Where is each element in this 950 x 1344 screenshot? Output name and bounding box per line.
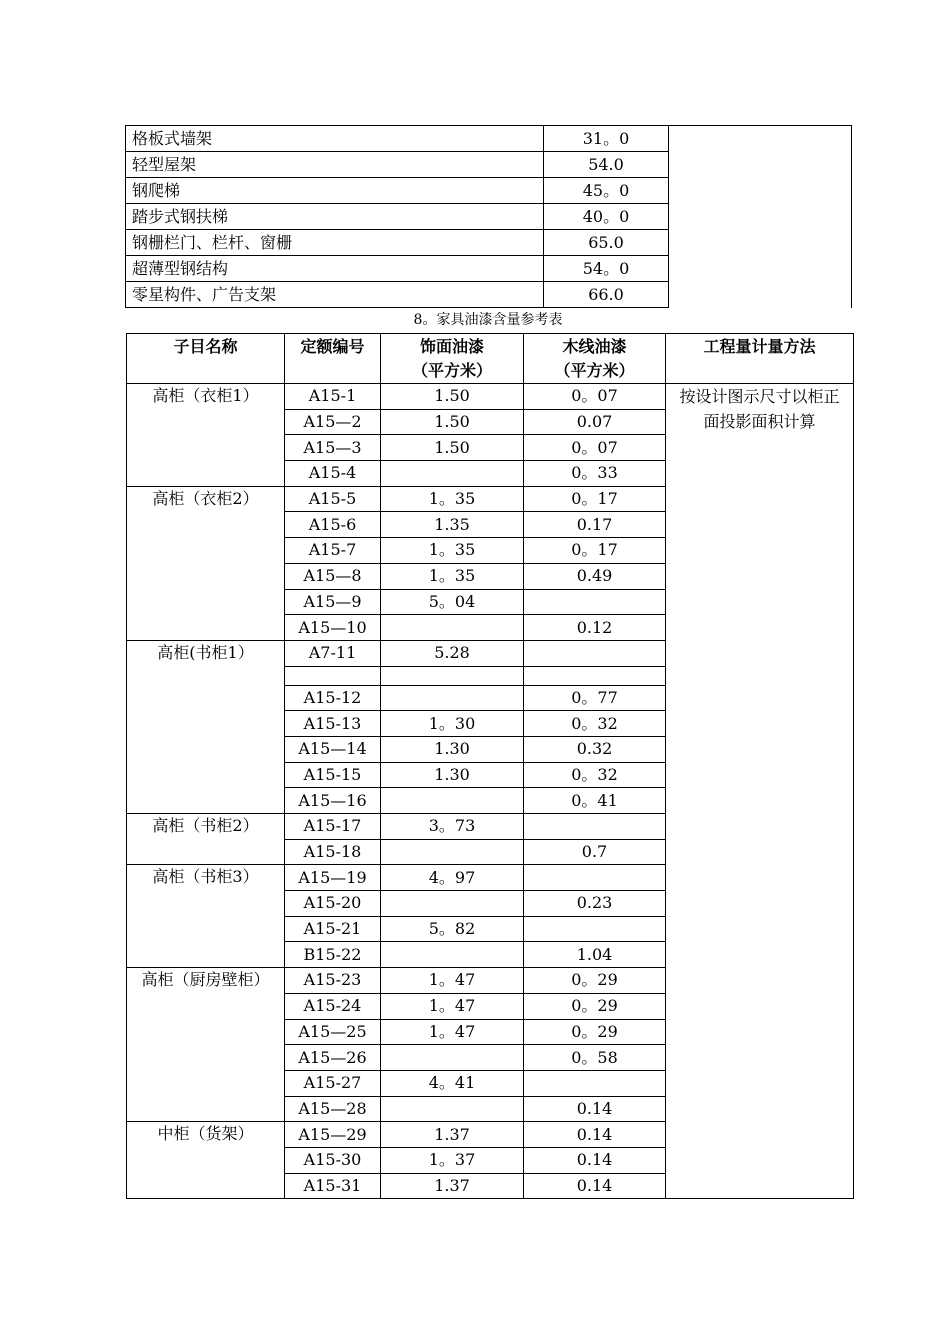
cell-code: A15—19 bbox=[285, 865, 381, 891]
cell-code: A15—16 bbox=[285, 788, 381, 814]
cell-line: 0。17 bbox=[524, 486, 666, 512]
cell-line: 0。32 bbox=[524, 762, 666, 788]
cell-surface bbox=[381, 891, 524, 917]
cell-line: 0.23 bbox=[524, 891, 666, 917]
cell-code: A15—3 bbox=[285, 435, 381, 461]
cell-code: A15-30 bbox=[285, 1147, 381, 1173]
table-caption: 8。家具油漆含量参考表 bbox=[413, 312, 563, 328]
cell-surface: 1.37 bbox=[381, 1173, 524, 1199]
cell-surface: 1.30 bbox=[381, 736, 524, 762]
cell-code: B15-22 bbox=[285, 942, 381, 968]
cell-surface bbox=[381, 461, 524, 487]
cell-surface: 1.37 bbox=[381, 1122, 524, 1148]
cell-surface: 1。47 bbox=[381, 993, 524, 1019]
cell-surface bbox=[381, 615, 524, 641]
cell-line: 0。29 bbox=[524, 1019, 666, 1045]
item-name: 踏步式钢扶梯 bbox=[126, 204, 544, 230]
header-code: 定额编号 bbox=[285, 334, 381, 384]
item-value: 66.0 bbox=[544, 282, 669, 308]
item-value: 31。0 bbox=[544, 126, 669, 152]
cell-code: A15-12 bbox=[285, 685, 381, 711]
cell-code: A15—29 bbox=[285, 1122, 381, 1148]
cell-code: A15-13 bbox=[285, 711, 381, 737]
cell-surface: 1.50 bbox=[381, 384, 524, 410]
group-name: 高柜（厨房壁柜） bbox=[127, 968, 285, 1122]
cell-line: 0.14 bbox=[524, 1173, 666, 1199]
cell-line: 0。07 bbox=[524, 435, 666, 461]
item-value: 65.0 bbox=[544, 230, 669, 256]
cell-line: 0.7 bbox=[524, 839, 666, 865]
cell-code: A15-21 bbox=[285, 916, 381, 942]
group-name: 高柜(书柜1） bbox=[127, 640, 285, 813]
group-name: 高柜（衣柜2） bbox=[127, 486, 285, 640]
cell-surface: 1.50 bbox=[381, 409, 524, 435]
cell-surface bbox=[381, 942, 524, 968]
cell-surface: 4。41 bbox=[381, 1070, 524, 1096]
upper-table bbox=[125, 125, 852, 308]
cell-surface bbox=[381, 666, 524, 685]
cell-line: 0.12 bbox=[524, 615, 666, 641]
cell-code: A15—2 bbox=[285, 409, 381, 435]
cell-surface: 1。47 bbox=[381, 1019, 524, 1045]
cell-line: 0.14 bbox=[524, 1147, 666, 1173]
group-name: 高柜（衣柜1） bbox=[127, 384, 285, 487]
group-name: 高柜（书柜2） bbox=[127, 814, 285, 865]
cell-code: A15-31 bbox=[285, 1173, 381, 1199]
cell-line: 0.32 bbox=[524, 736, 666, 762]
cell-line: 0。77 bbox=[524, 685, 666, 711]
item-name: 超薄型钢结构 bbox=[126, 256, 544, 282]
cell-line: 0。17 bbox=[524, 538, 666, 564]
cell-surface: 1.35 bbox=[381, 512, 524, 538]
cell-code: A15-6 bbox=[285, 512, 381, 538]
cell-code: A15-27 bbox=[285, 1070, 381, 1096]
cell-line bbox=[524, 1070, 666, 1096]
cell-surface: 1.50 bbox=[381, 435, 524, 461]
header-name: 子目名称 bbox=[127, 334, 285, 384]
furniture-paint-table bbox=[126, 333, 854, 1199]
cell-code: A15-5 bbox=[285, 486, 381, 512]
cell-surface: 5。82 bbox=[381, 916, 524, 942]
cell-line: 0。41 bbox=[524, 788, 666, 814]
upper-table-row bbox=[126, 126, 852, 152]
cell-line: 0。29 bbox=[524, 993, 666, 1019]
cell-surface: 1。47 bbox=[381, 968, 524, 994]
item-value: 54.0 bbox=[544, 152, 669, 178]
cell-code: A15-1 bbox=[285, 384, 381, 410]
cell-code: A15—9 bbox=[285, 589, 381, 615]
cell-line: 0.17 bbox=[524, 512, 666, 538]
item-value: 45。0 bbox=[544, 178, 669, 204]
cell-code: A15—14 bbox=[285, 736, 381, 762]
cell-surface: 1。37 bbox=[381, 1147, 524, 1173]
cell-line: 1.04 bbox=[524, 942, 666, 968]
cell-surface bbox=[381, 1096, 524, 1122]
header-line: 木线油漆（平方米） bbox=[524, 334, 666, 384]
item-name: 轻型屋架 bbox=[126, 152, 544, 178]
cell-code: A15—8 bbox=[285, 563, 381, 589]
cell-line bbox=[524, 640, 666, 666]
cell-code: A15-7 bbox=[285, 538, 381, 564]
cell-code: A7-11 bbox=[285, 640, 381, 666]
cell-surface: 1.30 bbox=[381, 762, 524, 788]
method-cell: 按设计图示尺寸以柜正面投影面积计算 bbox=[666, 384, 854, 1199]
cell-surface: 5.28 bbox=[381, 640, 524, 666]
cell-surface: 1。35 bbox=[381, 486, 524, 512]
cell-code: A15-17 bbox=[285, 814, 381, 840]
cell-surface bbox=[381, 1045, 524, 1071]
cell-code: A15—10 bbox=[285, 615, 381, 641]
cell-surface: 5。04 bbox=[381, 589, 524, 615]
cell-line bbox=[524, 666, 666, 685]
item-name: 钢栅栏门、栏杆、窗栅 bbox=[126, 230, 544, 256]
cell-code: A15—26 bbox=[285, 1045, 381, 1071]
cell-line bbox=[524, 865, 666, 891]
cell-surface bbox=[381, 839, 524, 865]
item-name: 格板式墙架 bbox=[126, 126, 544, 152]
cell-code: A15-15 bbox=[285, 762, 381, 788]
cell-code: A15—28 bbox=[285, 1096, 381, 1122]
cell-line bbox=[524, 814, 666, 840]
group-name: 高柜（书柜3） bbox=[127, 865, 285, 968]
cell-line: 0.07 bbox=[524, 409, 666, 435]
cell-line: 0。58 bbox=[524, 1045, 666, 1071]
cell-surface bbox=[381, 685, 524, 711]
cell-code: A15-23 bbox=[285, 968, 381, 994]
cell-line bbox=[524, 589, 666, 615]
cell-code: A15-20 bbox=[285, 891, 381, 917]
cell-line: 0。33 bbox=[524, 461, 666, 487]
item-name: 钢爬梯 bbox=[126, 178, 544, 204]
header-surface: 饰面油漆（平方米） bbox=[381, 334, 524, 384]
cell-line: 0.49 bbox=[524, 563, 666, 589]
blank-cell bbox=[669, 126, 852, 308]
header-method: 工程量计量方法 bbox=[666, 334, 854, 384]
cell-surface: 1。35 bbox=[381, 563, 524, 589]
table-row bbox=[127, 384, 854, 410]
cell-surface: 4。97 bbox=[381, 865, 524, 891]
header-row bbox=[127, 334, 854, 384]
cell-line bbox=[524, 916, 666, 942]
cell-line: 0。32 bbox=[524, 711, 666, 737]
cell-code: A15—25 bbox=[285, 1019, 381, 1045]
cell-surface: 1。30 bbox=[381, 711, 524, 737]
cell-surface: 1。35 bbox=[381, 538, 524, 564]
cell-code: A15-18 bbox=[285, 839, 381, 865]
cell-line: 0。07 bbox=[524, 384, 666, 410]
cell-code bbox=[285, 666, 381, 685]
cell-line: 0.14 bbox=[524, 1122, 666, 1148]
cell-line: 0.14 bbox=[524, 1096, 666, 1122]
cell-code: A15-24 bbox=[285, 993, 381, 1019]
cell-code: A15-4 bbox=[285, 461, 381, 487]
cell-surface: 3。73 bbox=[381, 814, 524, 840]
group-name: 中柜（货架） bbox=[127, 1122, 285, 1199]
item-value: 54。0 bbox=[544, 256, 669, 282]
item-name: 零星构件、广告支架 bbox=[126, 282, 544, 308]
cell-line: 0。29 bbox=[524, 968, 666, 994]
cell-surface bbox=[381, 788, 524, 814]
item-value: 40。0 bbox=[544, 204, 669, 230]
